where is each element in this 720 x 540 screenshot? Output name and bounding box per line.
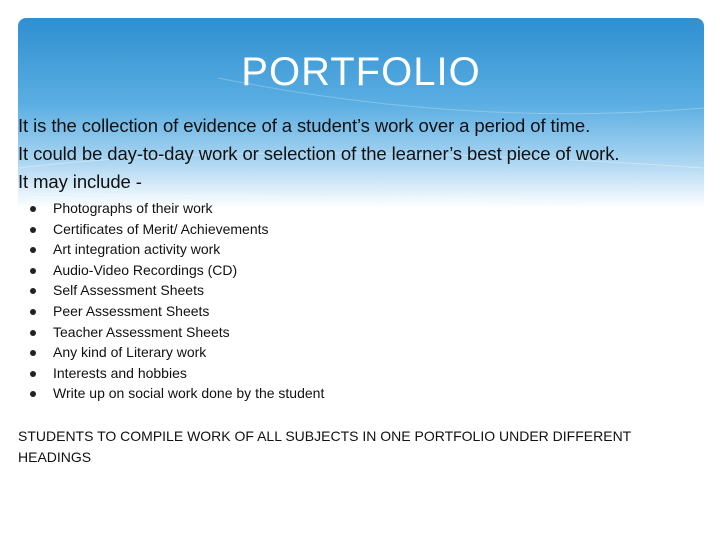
list-item [24,280,324,301]
bullet-icon [30,330,36,336]
list-item [24,260,324,281]
bullet-icon [30,371,36,377]
intro-line: It could be day-to-day work or selection of the learner’s best piece of work. [18,143,620,164]
list-item-label: Peer Assessment Sheets [53,302,210,319]
intro-line: It may include - [18,171,142,192]
bullet-icon [30,227,36,233]
list-item-label: Certificates of Merit/ Achievements [53,220,269,237]
bullet-icon [30,206,36,212]
slide-title: PORTFOLIO [241,50,481,94]
list-item [24,219,324,240]
list-item [24,342,324,363]
bullet-icon [30,247,36,253]
list-item-label: Photographs of their work [53,200,213,216]
bullet-icon [30,288,36,294]
bullet-icon [30,268,36,274]
list-item-label: Teacher Assessment Sheets [53,323,230,340]
list-item-label: Write up on social work done by the student [53,385,325,402]
list-item [24,239,324,260]
bullet-icon [30,391,36,397]
footer-note: STUDENTS TO COMPILE WORK OF ALL SUBJECTS IN ONE PORTFOLIO UNDER DIFFERENT HEADINGS [18,428,631,465]
list-item [24,198,324,219]
list-item [24,301,324,322]
intro-text [18,112,718,196]
list-item [24,383,324,404]
list-item-label: Interests and hobbies [53,364,187,381]
portfolio-items-list [24,198,324,404]
intro-line: It is the collection of evidence of a student’s work over a period of time. [18,115,591,136]
list-item-label: Art integration activity work [53,241,221,258]
bullet-icon [30,309,36,315]
list-item-label: Self Assessment Sheets [53,282,204,299]
list-item [24,363,324,384]
list-item-label: Any kind of Literary work [53,344,207,361]
list-item-label: Audio-Video Recordings (CD) [53,261,238,278]
bullet-icon [30,350,36,356]
list-item [24,322,324,343]
